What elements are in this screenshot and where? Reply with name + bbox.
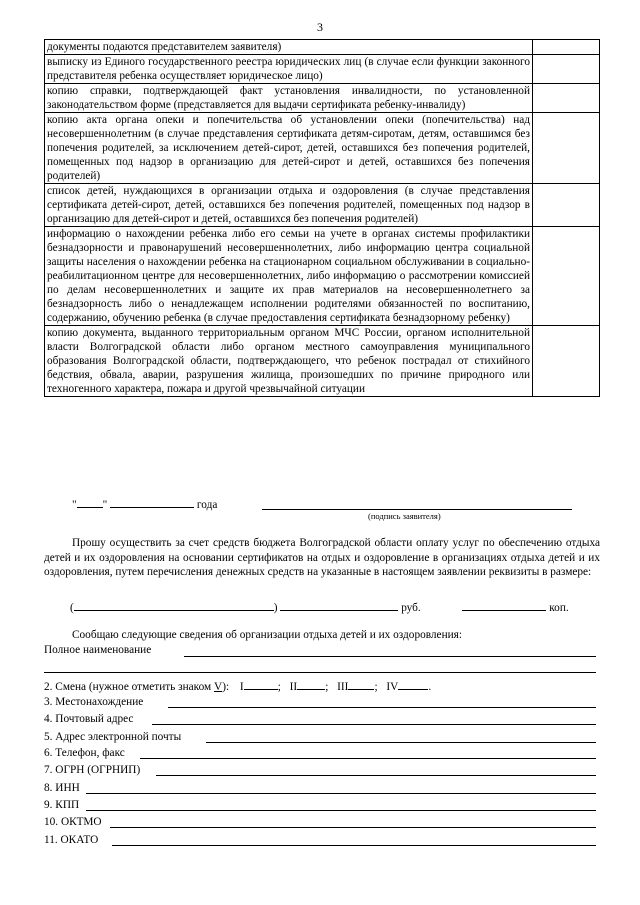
document-item: информацию о нахождении ребенка либо его семьи на учете в органах системы профилактики безнадзорности и правонарушений несовершеннолетних, либо информацию центра социальной защиты населения о нахождении ребенка на стационарном социальном обслуживании в социально-реабилитационном центре для несовершеннолетних, либо информацию о рассмотрении комиссией по делам несовершеннолетних и защите их прав материалов на несовершеннолетнего за безнадзорность либо о ненадлежащем исполнении родителями обязанностей по воспитанию, содержанию, обучению ребенка (в случае предоставления сертификата безнадзорному ребенку) [45, 227, 533, 326]
request-paragraph: Прошу осуществить за счет средств бюджета Волгоградской области оплату услуг по обеспечению отдыха детей и их оздоровления на основании сертификатов на отдых и оздоровление в организациях отдыха детей и их оздоровления, путем перечисления денежных средств на указанные в настоящем заявлении реквизиты в размере: [44, 537, 600, 579]
table-row [45, 227, 600, 326]
info-intro: Сообщаю следующие сведения об организации отдыха детей и их оздоровления: [72, 629, 463, 641]
full-name-field[interactable] [184, 656, 596, 657]
kop-field[interactable] [462, 599, 546, 611]
shift-line: 2. Смена (нужное отметить знаком V): I ; II ; III ; IV . [44, 678, 431, 694]
month-field[interactable] [110, 496, 194, 508]
quote-close: " [102, 499, 108, 511]
document-item: копию документа, выданного территориальным органом МЧС России, органом исполнительной власти Волгоградской области либо органом местного самоуправления муниципального образования Волгоградской области, подтверждающего, что ребенок пострадал от стихийного бедствия, обвала, аварии, разрушения жилища, произошедших по причине природного или техногенного характера, пожара и другой чрезвычайной ситуации [45, 326, 533, 397]
page-number: 3 [317, 20, 323, 34]
email-label: 5. Адрес электронной почты [44, 731, 182, 743]
rub-label: руб. [401, 602, 421, 614]
shift-option-2: II [289, 681, 298, 693]
check-cell[interactable] [533, 55, 600, 84]
shift-option-3: III [337, 681, 349, 693]
document-item: выписку из Единого государственного реестра юридических лиц (в случае если функции законного представителя ребенка осуществляет юридическое лицо) [45, 55, 533, 84]
day-field[interactable] [77, 496, 103, 508]
document-item: копию справки, подтверждающей факт установления инвалидности, по установленной законодательством форме (представляется для выдачи сертификата ребенку-инвалиду) [45, 84, 533, 113]
amount-line [70, 599, 569, 615]
amount-open: ( [70, 602, 74, 614]
shift-field-4[interactable] [398, 678, 428, 690]
check-cell[interactable] [533, 113, 600, 184]
check-cell[interactable] [533, 40, 600, 55]
table-row [45, 84, 600, 113]
email-field[interactable] [206, 742, 596, 743]
inn-label: 8. ИНН [44, 782, 80, 794]
check-cell[interactable] [533, 184, 600, 227]
table-row [45, 184, 600, 227]
phone-fax-label: 6. Телефон, факс [44, 747, 125, 759]
date-line [72, 496, 217, 512]
shift-option-1: I [239, 681, 244, 693]
document-item: список детей, нуждающихся в организации отдыха и оздоровления (в случае представления сертификата детей-сирот, детей, оставшихся без попечения родителей, помещенных под надзор в организацию для детей-сирот и детей, оставшихся без попечения родителей) [45, 184, 533, 227]
signature-caption: (подпись заявителя) [368, 511, 441, 521]
kpp-label: 9. КПП [44, 799, 80, 811]
check-cell[interactable] [533, 84, 600, 113]
rub-field[interactable] [280, 599, 398, 611]
shift-option-4: IV [386, 681, 399, 693]
shift-label-end: ): [222, 681, 230, 693]
full-name-field-continued[interactable] [44, 672, 596, 673]
documents-table [44, 39, 600, 397]
shift-field-2[interactable] [297, 678, 325, 690]
amount-close: ) [273, 602, 278, 614]
inn-field[interactable] [86, 793, 596, 794]
quote-open: " [72, 499, 77, 511]
location-field[interactable] [168, 707, 596, 708]
document-item: копию акта органа опеки и попечительства об установлении опеки (попечительства) над несовершеннолетним (в случае представления сертификата детям-сиротам, детям, оставшимся без попечения родителей, за исключением детей-сирот, детей, оставшихся без попечения родителей, помещенных под надзор в организацию для детей-сирот и детей, оставшихся без попечения родителей) [45, 113, 533, 184]
ogrn-label: 7. ОГРН (ОГРНИП) [44, 764, 141, 776]
table-row [45, 40, 600, 55]
check-cell[interactable] [533, 227, 600, 326]
oktmo-label: 10. ОКТМО [44, 816, 102, 828]
document-item: документы подаются представителем заявителя) [45, 40, 533, 55]
postal-address-label: 4. Почтовый адрес [44, 713, 134, 725]
check-cell[interactable] [533, 326, 600, 397]
oktmo-field[interactable] [110, 827, 596, 828]
shift-field-1[interactable] [244, 678, 278, 690]
okato-field[interactable] [112, 845, 596, 846]
table-row [45, 55, 600, 84]
table-row [45, 113, 600, 184]
year-word: года [196, 499, 218, 511]
amount-words-field[interactable] [74, 599, 274, 611]
ogrn-field[interactable] [156, 775, 596, 776]
phone-fax-field[interactable] [140, 758, 596, 759]
location-label: 3. Местонахождение [44, 696, 144, 708]
postal-address-field[interactable] [152, 724, 596, 725]
shift-mark: V [214, 681, 223, 693]
kop-label: коп. [549, 602, 569, 614]
shift-label: 2. Смена (нужное отметить знаком [44, 681, 212, 693]
okato-label: 11. ОКАТО [44, 834, 99, 846]
kpp-field[interactable] [86, 810, 596, 811]
table-row [45, 326, 600, 397]
full-name-label: Полное наименование [44, 644, 152, 656]
shift-field-3[interactable] [348, 678, 374, 690]
